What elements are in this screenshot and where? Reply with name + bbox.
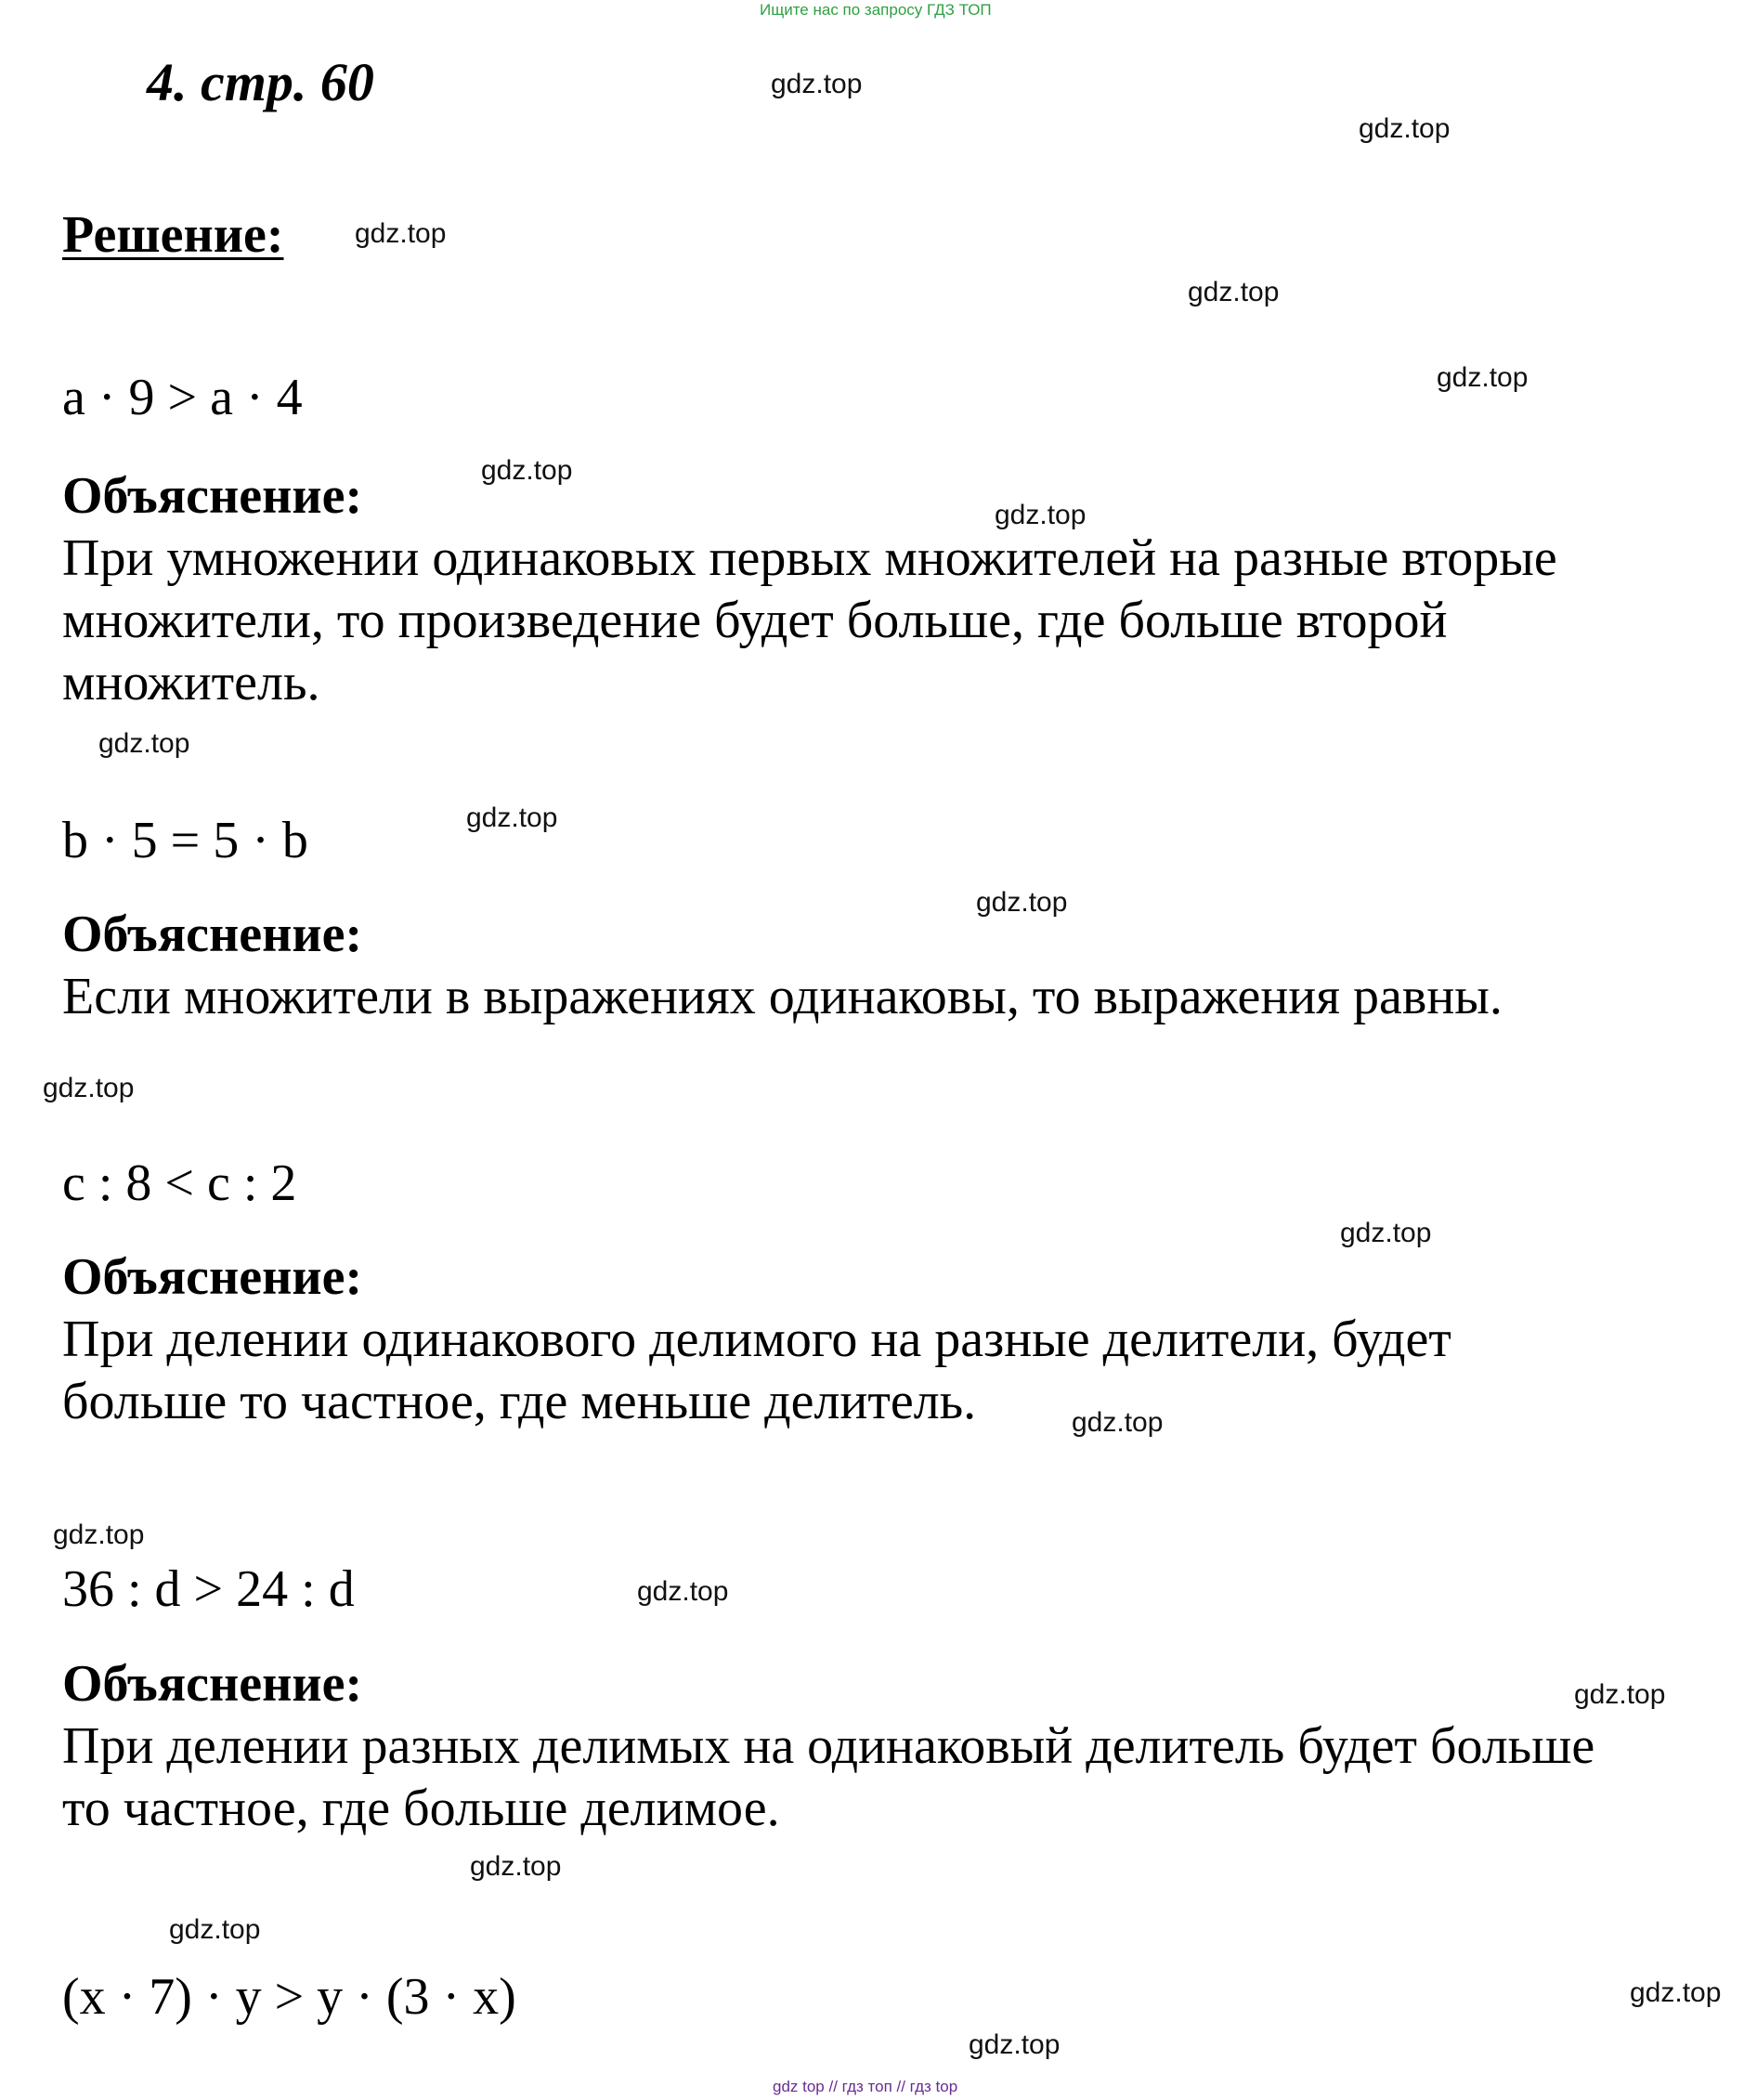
explanation-text-2	[62, 966, 1503, 1028]
watermark: gdz.top	[1437, 362, 1529, 393]
watermark: gdz.top	[1630, 1977, 1722, 2008]
watermark: gdz.top	[355, 218, 447, 249]
explanation-label-3: Объяснение:	[62, 1248, 363, 1306]
explanation-label-4: Объяснение:	[62, 1655, 363, 1713]
watermark: gdz.top	[470, 1851, 562, 1882]
expression-1: a · 9 > a · 4	[62, 369, 303, 426]
explanation-text-1	[62, 528, 1557, 714]
expression-3: c : 8 < c : 2	[62, 1154, 297, 1212]
explanation-label-1: Объяснение:	[62, 467, 363, 525]
explanation-line: При умножении одинаковых первых множителей на разные вторые	[62, 529, 1557, 587]
watermark: gdz.top	[169, 1914, 261, 1945]
explanation-line: При делении одинакового делимого на разные делители, будет	[62, 1311, 1451, 1368]
watermark: gdz.top	[1359, 113, 1451, 144]
explanation-line: множители, то произведение будет больше, где больше второй	[62, 592, 1448, 649]
watermark: gdz.top	[1188, 277, 1280, 307]
explanation-label-2: Объяснение:	[62, 906, 363, 963]
bottom-links[interactable]: gdz top // гдз топ // гдз top	[773, 2078, 958, 2095]
watermark: gdz.top	[976, 887, 1068, 918]
top-banner: Ищите нас по запросу ГДЗ ТОП	[760, 1, 992, 19]
watermark: gdz.top	[637, 1576, 729, 1607]
explanation-line: то частное, где больше делимое.	[62, 1780, 780, 1837]
watermark: gdz.top	[995, 500, 1087, 530]
watermark: gdz.top	[466, 802, 558, 833]
watermark: gdz.top	[1072, 1407, 1164, 1438]
watermark: gdz.top	[43, 1073, 135, 1103]
watermark: gdz.top	[481, 455, 573, 486]
explanation-line: Если множители в выражениях одинаковы, то выражения равны.	[62, 968, 1503, 1025]
explanation-line: множитель.	[62, 654, 320, 711]
explanation-text-3	[62, 1309, 1451, 1433]
expression-4: 36 : d > 24 : d	[62, 1560, 355, 1618]
page-title: 4. стр. 60	[147, 52, 374, 112]
explanation-line: больше то частное, где меньше делитель.	[62, 1373, 977, 1430]
watermark: gdz.top	[1340, 1218, 1432, 1248]
explanation-line: При делении разных делимых на одинаковый делитель будет больше	[62, 1717, 1595, 1775]
watermark: gdz.top	[969, 2029, 1061, 2060]
expression-5: (x · 7) · y > y · (3 · x)	[62, 1968, 516, 2026]
explanation-text-4	[62, 1715, 1594, 1840]
watermark: gdz.top	[771, 69, 863, 99]
watermark: gdz.top	[1574, 1679, 1666, 1710]
watermark: gdz.top	[53, 1520, 145, 1550]
solution-heading: Решение:	[62, 206, 284, 264]
expression-2: b · 5 = 5 · b	[62, 812, 308, 869]
watermark: gdz.top	[98, 728, 190, 759]
